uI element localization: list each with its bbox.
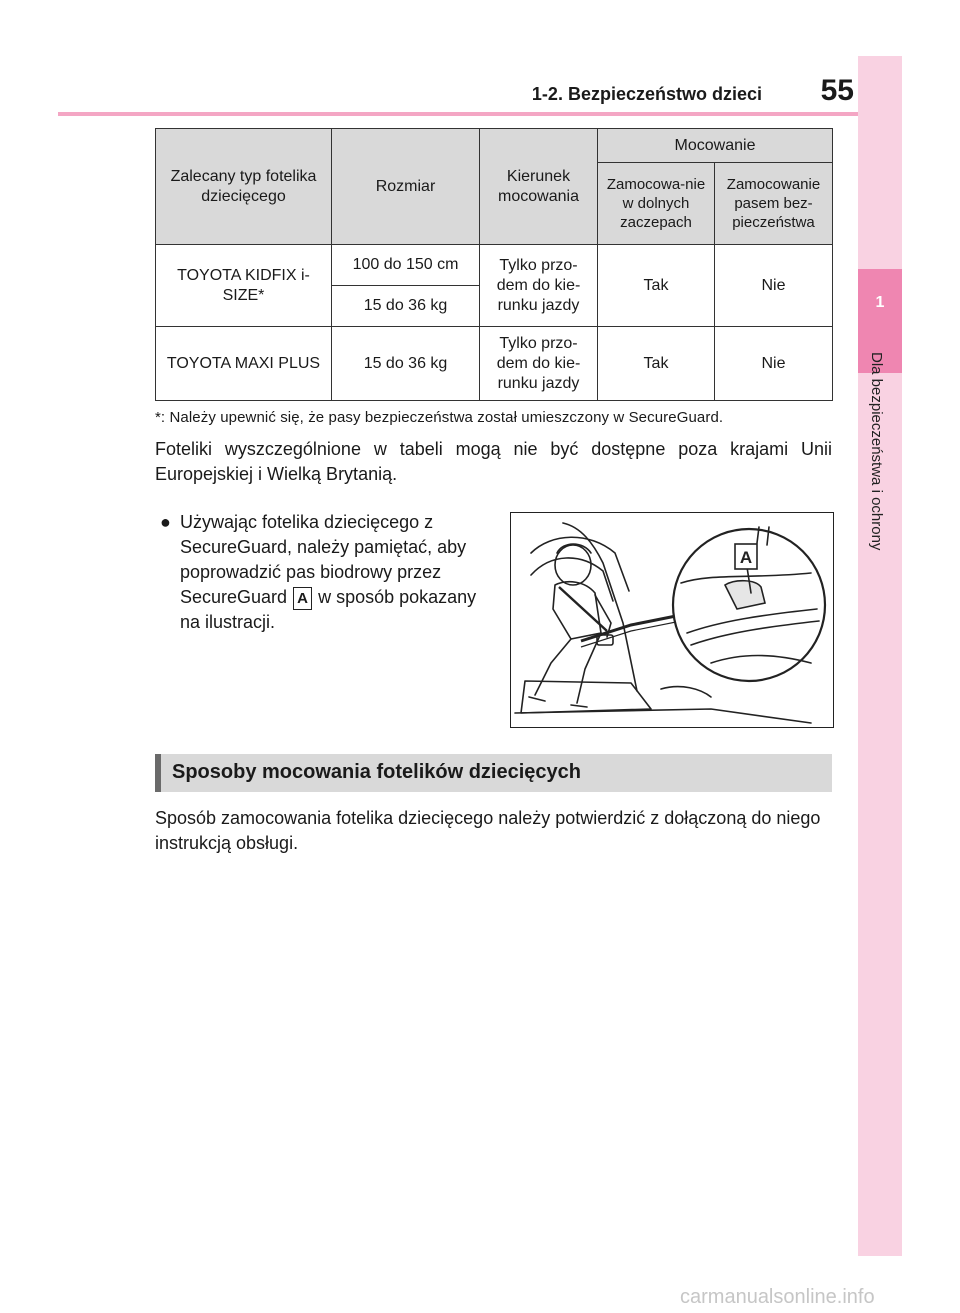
table-cell-direction: Tylko przo-dem do kie-runku jazdy <box>480 327 598 401</box>
heading-accent <box>155 754 161 792</box>
header-mount-seat-belt: Zamocowanie pasem bez-pieczeństwa <box>715 163 833 245</box>
table-footnote: *: Należy upewnić się, że pasy bezpieczeństwa został umieszczony w SecureGuard. <box>155 409 724 426</box>
section-paragraph: Sposób zamocowania fotelika dziecięcego należy potwierdzić z dołączoną do niego instrukcją obsługi. <box>155 808 821 853</box>
section-title: 1-2. Bezpieczeństwo dzieci <box>531 84 762 104</box>
child-seat-drawing <box>511 513 833 727</box>
watermark: carmanualsonline.info <box>680 1286 875 1308</box>
availability-note: Foteliki wyszczególnione w tabeli mogą nie być dostępne poza krajami Unii Europejskiej i Wielką Brytanią. <box>155 439 832 484</box>
table-cell-size: 100 do 150 cm <box>332 245 480 286</box>
chapter-side-tab[interactable] <box>858 56 902 1256</box>
table-cell-belt: Nie <box>715 327 833 401</box>
label-a-icon: A <box>293 587 312 610</box>
page-number: 55 <box>820 74 854 107</box>
header-rule <box>58 112 858 116</box>
section-heading <box>155 754 832 792</box>
table-cell-size: 15 do 36 kg <box>332 286 480 327</box>
header-size: Rozmiar <box>332 129 480 245</box>
bullet-text <box>180 510 498 635</box>
header-mounting: Mocowanie <box>598 129 833 163</box>
header-seat-type: Zalecany typ fotelika dziecięcego <box>156 129 332 245</box>
bullet-text-start: Używając fotelika dziecięcego z SecureGuard, należy pamiętać, aby poprowadzić pas biodrowy przez SecureGuard <box>180 512 467 607</box>
chapter-title: Dla bezpieczeństwa i ochrony <box>868 352 885 551</box>
bullet-dot: ● <box>160 512 171 532</box>
table-cell-direction: Tylko przo-dem do kie-runku jazdy <box>480 245 598 327</box>
secureguard-illustration <box>510 512 834 728</box>
header-mount-lower-anchors: Zamocowa-nie w dolnych zaczepach <box>598 163 715 245</box>
table-cell-belt: Nie <box>715 245 833 327</box>
section-heading-text: Sposoby mocowania fotelików dziecięcych <box>172 761 581 783</box>
chapter-number: 1 <box>875 294 885 311</box>
table-cell-lower: Tak <box>598 327 715 401</box>
child-seat-table <box>155 128 833 401</box>
table-cell-type: TOYOTA KIDFIX i-SIZE* <box>156 245 332 327</box>
bullet-text-end: w sposób pokazany na ilustracji. <box>180 587 477 632</box>
table-cell-size: 15 do 36 kg <box>332 327 480 401</box>
table-cell-type: TOYOTA MAXI PLUS <box>156 327 332 401</box>
callout-label-a: A <box>739 548 753 567</box>
table-cell-lower: Tak <box>598 245 715 327</box>
header-direction: Kierunek mocowania <box>480 129 598 245</box>
